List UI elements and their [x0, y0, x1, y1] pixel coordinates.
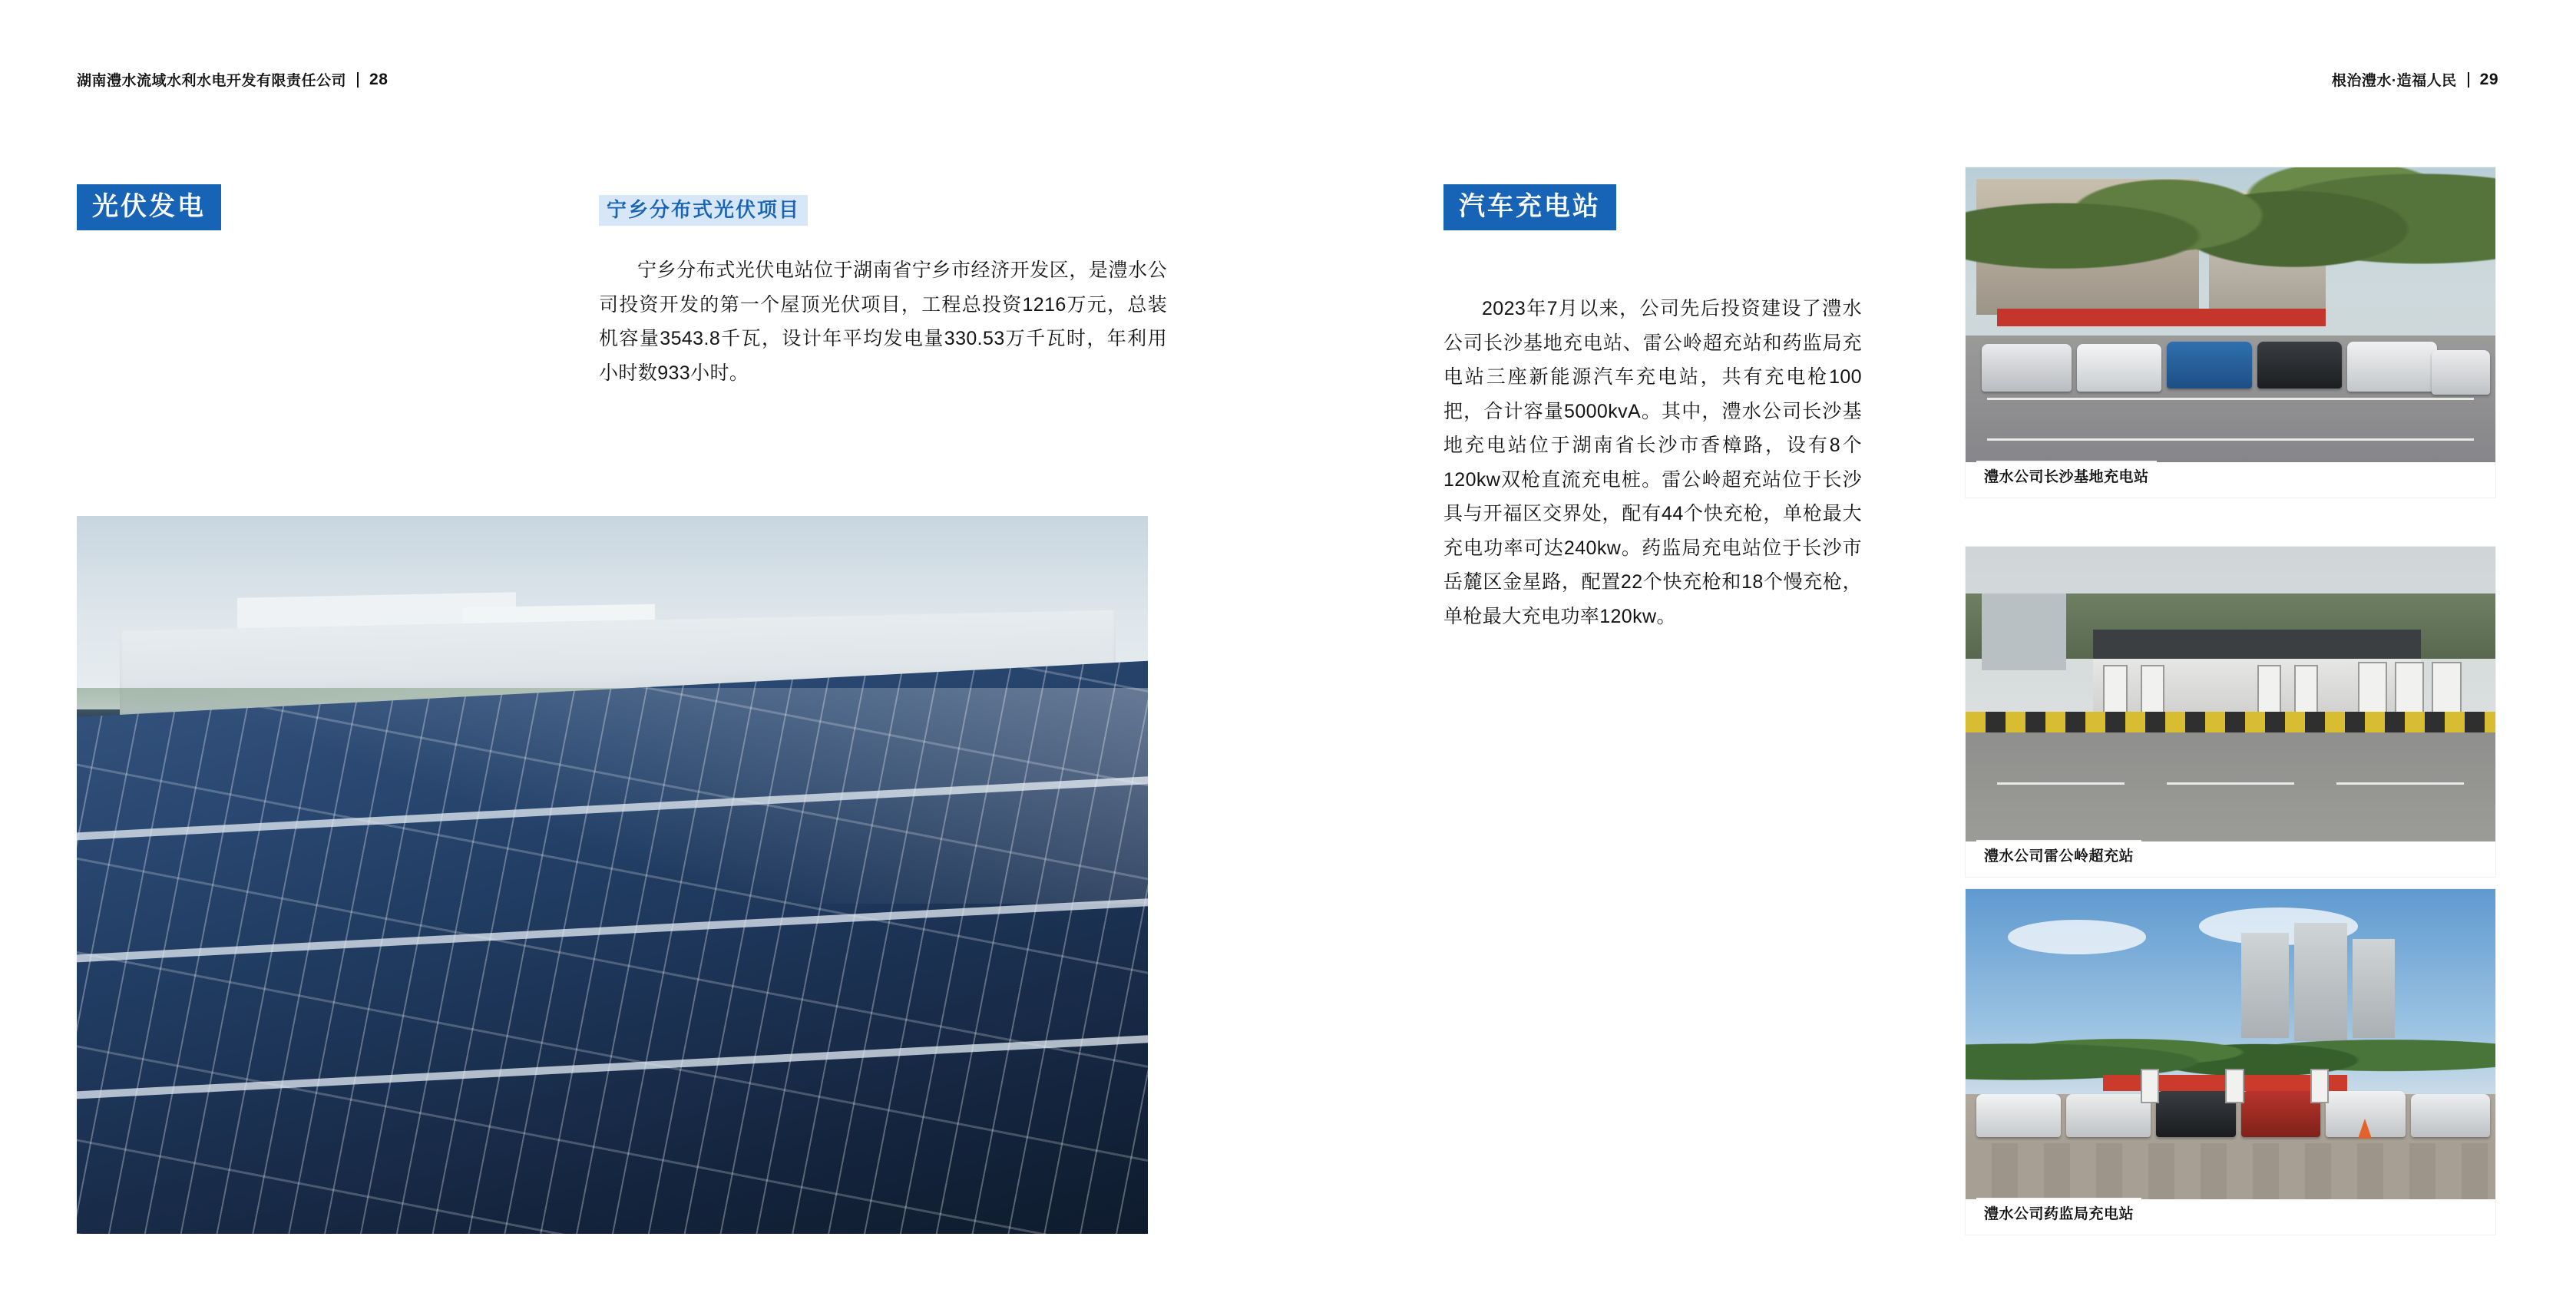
left-body-text — [599, 253, 1167, 390]
drug-administration-charging-station-photo — [1966, 889, 2495, 1235]
sub-title-ningxiang-project: 宁乡分布式光伏项目 — [599, 195, 808, 226]
right-body-paragraph: 2023年7月以来，公司先后投资建设了澧水公司长沙基地充电站、雷公岭超充站和药监局充电站三座新能源汽车充电站，共有充电枪100把，合计容量5000kvA。其中，澧水公司长沙基地充电站位于湖南省长沙市香樟路，设有8个120kw双枪直流充电桩。雷公岭超充站位于长沙具与开福区交界处，配有44个快充枪，单枪最大充电功率可达240kw。药监局充电站位于长沙市岳麓区金星路，配置22个快充枪和18个慢充枪，单枪最大充电功率120kw。 — [1443, 298, 1862, 627]
charging-pile — [2358, 662, 2388, 718]
charging-pile — [2141, 665, 2165, 715]
photo-caption: 澧水公司药监局充电站 — [1976, 1198, 2141, 1228]
station-canopy — [2093, 630, 2422, 659]
parked-car — [2257, 342, 2342, 388]
charging-pile — [2257, 665, 2282, 715]
right-running-head — [2332, 69, 2498, 90]
charging-pile — [2310, 1069, 2330, 1103]
yellow-black-curb — [1966, 712, 2495, 732]
parking-line — [2167, 782, 2294, 785]
leigongling-supercharging-station-photo — [1966, 547, 2495, 877]
parking-line — [1987, 438, 2475, 441]
parked-car — [2347, 342, 2437, 392]
parked-car — [2077, 344, 2161, 391]
rooftop-solar-panel-array — [77, 516, 1148, 1234]
parked-car — [2241, 1091, 2321, 1138]
asphalt-ground — [1966, 732, 2495, 841]
parking-line — [2336, 782, 2464, 785]
left-running-head — [77, 69, 388, 90]
traffic-cone — [2358, 1119, 2372, 1139]
parking-line — [1987, 398, 2475, 400]
parked-car — [2432, 350, 2490, 395]
photo-caption: 澧水公司长沙基地充电站 — [1976, 461, 2157, 491]
left-running-head-text: 湖南澧水流域水利水电开发有限责任公司 — [77, 73, 347, 89]
left-page-number: 28 — [369, 70, 389, 88]
parked-car — [2411, 1094, 2491, 1138]
charging-pile — [2294, 665, 2319, 715]
solar-panels — [77, 653, 1148, 1234]
parking-line — [1997, 782, 2125, 785]
cloud — [2008, 920, 2145, 954]
section-title-photovoltaic: 光伏发电 — [77, 184, 221, 230]
parked-car — [2167, 342, 2251, 388]
right-running-head-text: 根治澧水·造福人民 — [2331, 73, 2457, 89]
charging-pile — [2432, 662, 2462, 718]
photo-caption: 澧水公司雷公岭超充站 — [1976, 840, 2141, 871]
parked-car — [2156, 1091, 2236, 1138]
photo-image — [1966, 547, 2495, 841]
charging-pile — [2395, 662, 2425, 718]
parked-car — [1982, 344, 2072, 391]
charging-pile — [2141, 1069, 2160, 1103]
divider — [2468, 72, 2469, 88]
parked-car — [1976, 1094, 2061, 1138]
paved-bricks — [1966, 1143, 2495, 1199]
charging-pile — [2103, 665, 2128, 715]
background-building — [1982, 593, 2066, 670]
left-body-paragraph: 宁乡分布式光伏电站位于湖南省宁乡市经济开发区，是澧水公司投资开发的第一个屋顶光伏项目，工程总投资1216万元，总装机容量3543.8千瓦，设计年平均发电量330.53万千瓦时，年利用小时数933小时。 — [599, 260, 1167, 384]
photo-image — [1966, 889, 2495, 1199]
right-page-number: 29 — [2479, 70, 2498, 88]
parked-car — [2066, 1094, 2151, 1138]
photo-image — [1966, 167, 2495, 462]
charging-pile — [2225, 1069, 2244, 1103]
red-banner — [1997, 309, 2326, 326]
section-title-charging-station: 汽车充电站 — [1443, 184, 1616, 230]
right-body-text — [1443, 292, 1862, 633]
changsha-base-charging-station-photo — [1966, 167, 2495, 498]
divider — [357, 72, 359, 88]
